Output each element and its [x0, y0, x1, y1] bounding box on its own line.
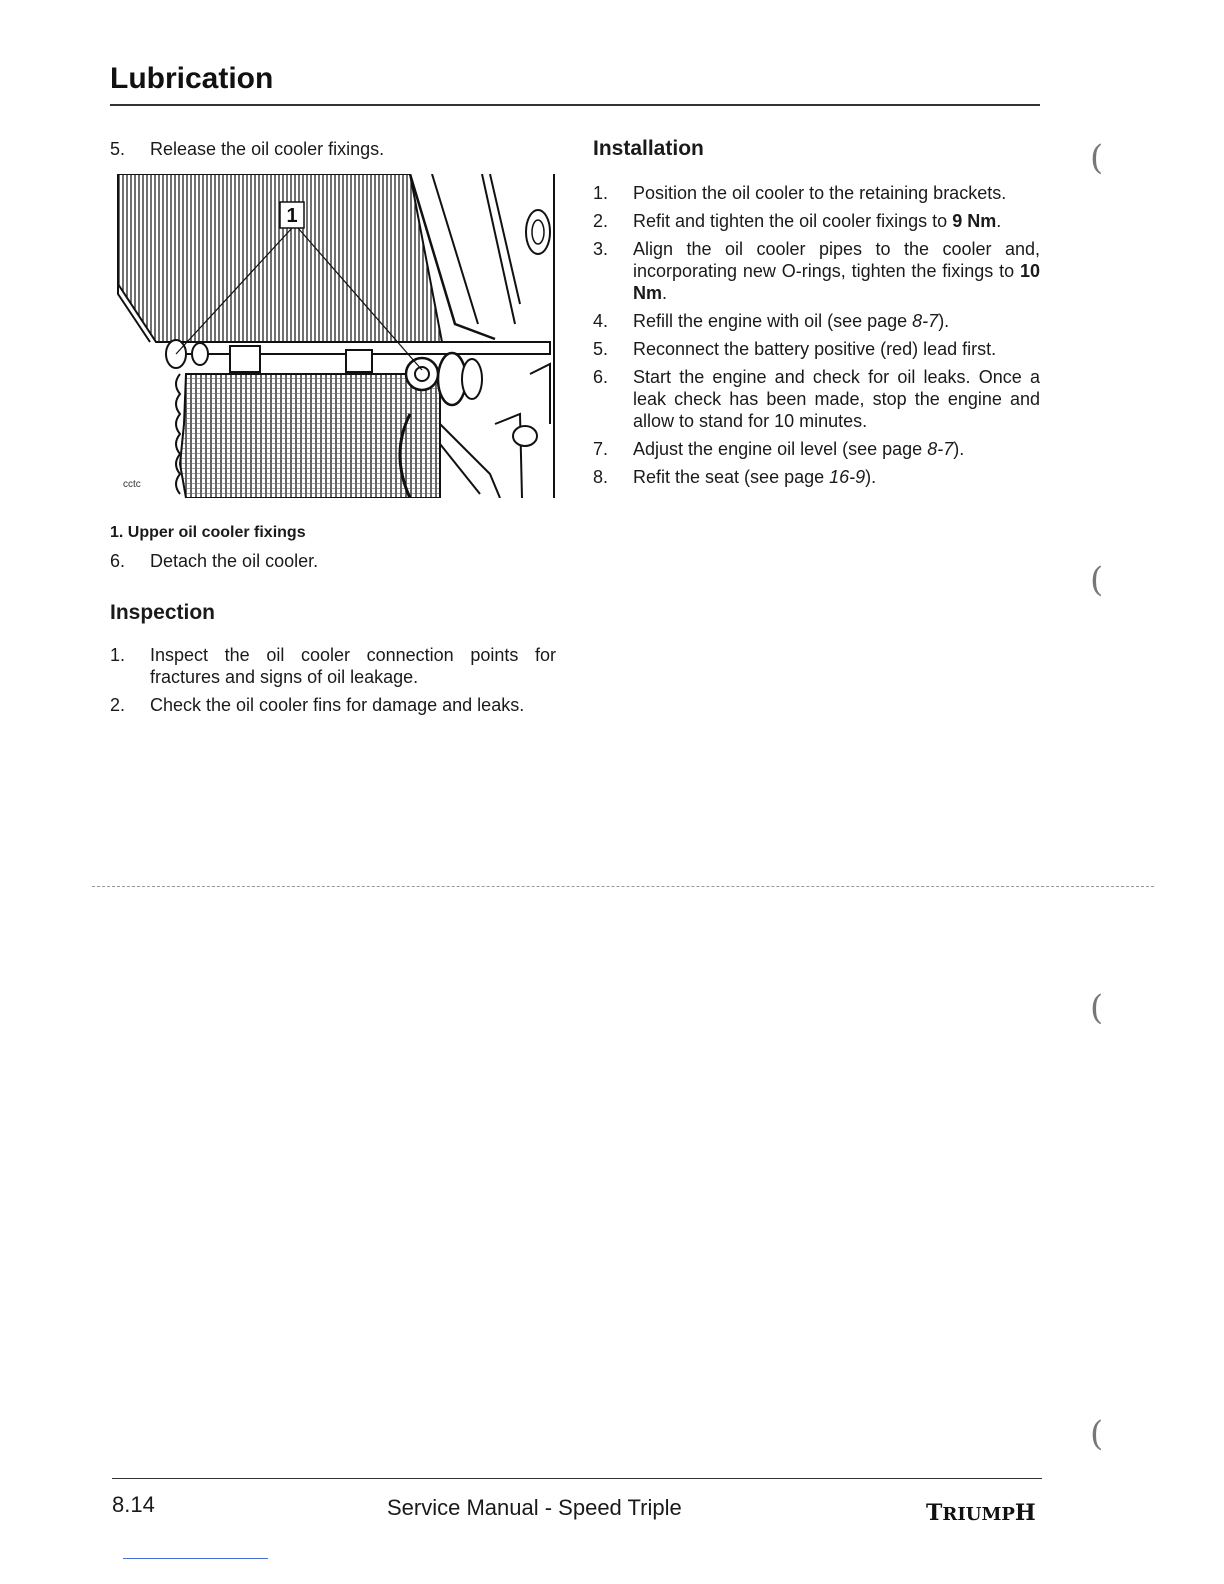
- inspection-step-1: [110, 644, 556, 688]
- page-title: Lubrication: [110, 62, 274, 95]
- step-text: Adjust the engine oil level (see page: [633, 439, 928, 459]
- step-text-end: ).: [953, 439, 965, 459]
- step-text-end: .: [996, 211, 1002, 231]
- oil-cooler-illustration: [110, 174, 556, 498]
- step-number: 5.: [593, 339, 609, 359]
- step-number: 8.: [593, 467, 609, 487]
- step-number: 6.: [110, 551, 126, 571]
- left-column: [110, 138, 556, 722]
- step-text-end: .: [662, 283, 668, 303]
- step-text: Start the engine and check for oil leaks. Once a leak check has been made, stop the engine and allow to stand for 10 minutes.: [633, 367, 1040, 431]
- oil-cooler-drawing: [110, 174, 556, 498]
- page-number: 8.14: [112, 1492, 155, 1517]
- step-number: 1.: [110, 645, 126, 665]
- scan-fold-line: [92, 886, 1154, 887]
- page-reference: 16-9: [829, 467, 866, 487]
- installation-step-7: [593, 438, 1040, 460]
- installation-step-5: [593, 338, 1040, 360]
- torque-value: 9 Nm: [952, 211, 997, 231]
- step-number: 1.: [593, 183, 609, 203]
- page-reference: 8-7: [912, 311, 939, 331]
- figure-code: cctc: [123, 479, 141, 490]
- installation-step-4: [593, 310, 1040, 332]
- step-text: Refill the engine with oil (see page: [633, 311, 913, 331]
- step-text: Reconnect the battery positive (red) lead first.: [633, 339, 997, 359]
- installation-step-1: [593, 182, 1040, 204]
- brand-logo-final: H: [1014, 1500, 1036, 1526]
- inspection-heading: Inspection: [110, 601, 216, 624]
- step-text: Detach the oil cooler.: [150, 551, 319, 571]
- binder-hole-mark: (: [1090, 560, 1104, 600]
- binder-hole-mark: (: [1090, 138, 1104, 178]
- step-number: 5.: [110, 139, 126, 159]
- binder-hole-mark: (: [1090, 1414, 1104, 1454]
- figure-callout-1: 1: [286, 205, 298, 227]
- torque-value: 10 Nm: [633, 261, 1040, 303]
- right-column: [593, 138, 1040, 494]
- step-number: 6.: [593, 367, 609, 387]
- removal-step-5: [110, 138, 556, 160]
- step-text: Refit the seat (see page: [633, 467, 830, 487]
- step-text: Refit and tighten the oil cooler fixings to: [633, 211, 953, 231]
- step-text: Check the oil cooler fins for damage and leaks.: [150, 695, 525, 715]
- step-number: 2.: [593, 211, 609, 231]
- installation-heading: Installation: [593, 137, 704, 160]
- manual-title: Service Manual - Speed Triple: [387, 1495, 682, 1520]
- step-number: 2.: [110, 695, 126, 715]
- installation-step-2: [593, 210, 1040, 232]
- step-text: Inspect the oil cooler connection points for fractures and signs of oil leakage.: [150, 645, 556, 687]
- header-rule: [110, 104, 1040, 106]
- step-text-end: ).: [938, 311, 950, 331]
- step-text-end: ).: [865, 467, 877, 487]
- step-text: Align the oil cooler pipes to the cooler and, incorporating new O-rings, tighten the fixings to: [633, 239, 1040, 281]
- step-text: Release the oil cooler fixings.: [150, 139, 385, 159]
- brand-logo-initial: T: [926, 1500, 943, 1526]
- link-underline: [123, 1558, 268, 1559]
- installation-step-6: [593, 366, 1040, 432]
- installation-step-8: [593, 466, 1040, 488]
- figure-caption: 1. Upper oil cooler fixings: [110, 524, 306, 541]
- brand-logo-middle: RIUMP: [942, 1504, 1015, 1525]
- step-number: 3.: [593, 239, 609, 259]
- binder-hole-mark: (: [1090, 988, 1104, 1028]
- footer-rule: [112, 1478, 1042, 1479]
- brand-logo: [926, 1500, 1036, 1526]
- step-number: 4.: [593, 311, 609, 331]
- step-text: Position the oil cooler to the retaining brackets.: [633, 183, 1007, 203]
- installation-step-3: [593, 238, 1040, 304]
- step-number: 7.: [593, 439, 609, 459]
- removal-step-6: [110, 550, 556, 572]
- page-reference: 8-7: [927, 439, 954, 459]
- inspection-step-2: [110, 694, 556, 716]
